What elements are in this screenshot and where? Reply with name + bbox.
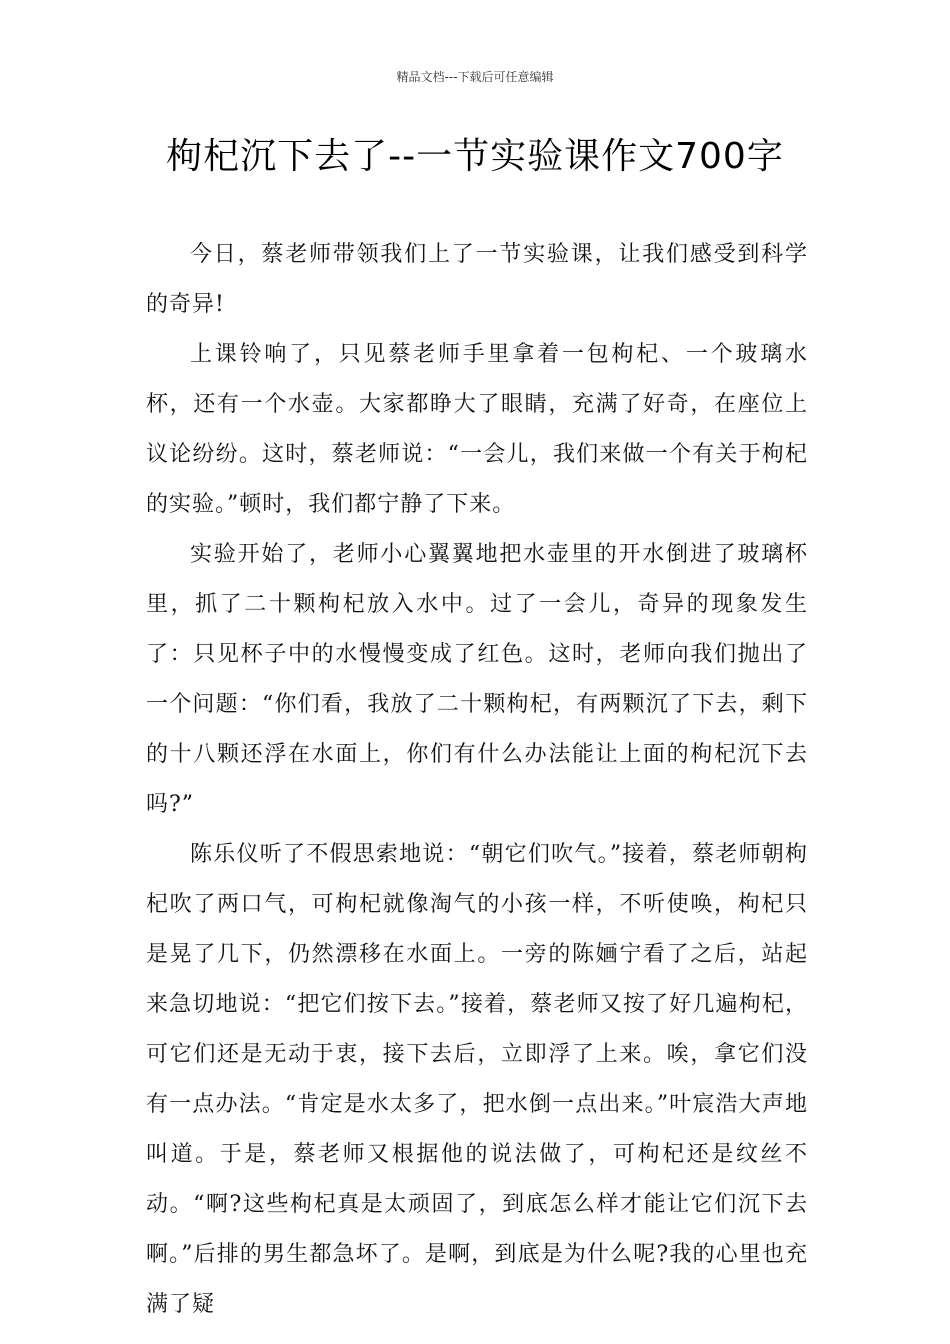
document-body	[146, 230, 808, 1330]
document-title: 枸杞沉下去了--一节实验课作文700字	[166, 136, 784, 177]
paragraph: 陈乐仪听了不假思索地说：“朝它们吹气。”接着，蔡老师朝枸杞吹了两口气，可枸杞就像淘气的小孩一样，不听使唤，枸杞只是晃了几下，仍然漂移在水面上。一旁的陈婳宁看了之后，站起来急切地说：“把它们按下去。”接着，蔡老师又按了好几遍枸杞，可它们还是无动于衷，接下去后，立即浮了上来。唉，拿它们没有一点办法。“肯定是水太多了，把水倒一点出来。”叶宸浩大声地叫道。于是，蔡老师又根据他的说法做了，可枸杞还是纹丝不动。“啊?这些枸杞真是太顽固了，到底怎么样才能让它们沉下去啊。”后排的男生都急坏了。是啊，到底是为什么呢?我的心里也充满了疑	[146, 842, 808, 1317]
paragraph: 实验开始了，老师小心翼翼地把水壶里的开水倒进了玻璃杯里，抓了二十颗枸杞放入水中。过了一会儿，奇异的现象发生了：只见杯子中的水慢慢变成了红色。这时，老师向我们抛出了一个问题：“你们看，我放了二十颗枸杞，有两颗沉了下去，剩下的十八颗还浮在水面上，你们有什么办法能让上面的枸杞沉下去吗?”	[146, 542, 808, 817]
header-note: 精品文档---下载后可任意编辑	[396, 70, 554, 84]
paragraph: 上课铃响了，只见蔡老师手里拿着一包枸杞、一个玻璃水杯，还有一个水壶。大家都睁大了眼睛，充满了好奇，在座位上议论纷纷。这时，蔡老师说：“一会儿，我们来做一个有关于枸杞的实验。”顿时，我们都宁静了下来。	[146, 342, 808, 517]
paragraph: 今日，蔡老师带领我们上了一节实验课，让我们感受到科学的奇异!	[146, 242, 808, 317]
